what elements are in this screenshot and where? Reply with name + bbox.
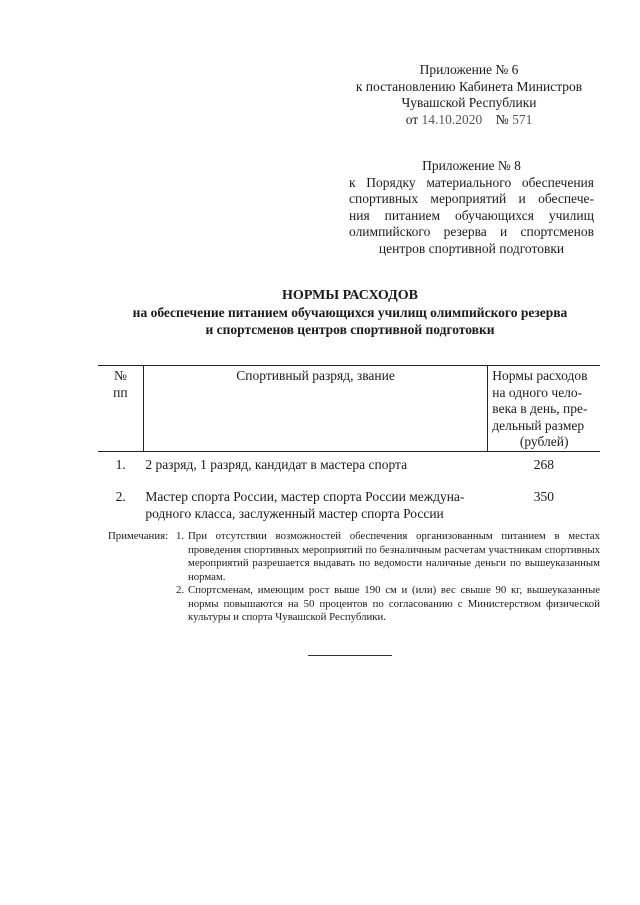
note-item	[108, 584, 600, 625]
table-row	[98, 489, 600, 522]
appendix-current-header	[344, 62, 594, 128]
resolution-date: 14.10.2020	[421, 111, 483, 127]
appendix-original-line: спортивных мероприятий и обеспече-	[349, 191, 594, 206]
header-amount-line: (рублей)	[519, 434, 569, 449]
note-number: 1.	[176, 530, 185, 542]
header-amount-line: на одного чело-	[492, 384, 583, 400]
appendix-original-line: центров спортивной подготовки	[378, 240, 565, 256]
header-number: № пп	[98, 366, 143, 452]
appendix-current-line2: к постановлению Кабинета Министров	[355, 78, 583, 94]
row-amount: 350	[533, 489, 555, 504]
note-number: 2.	[176, 584, 185, 596]
document-title-block	[90, 287, 610, 338]
note-text: При отсутствии возможностей обеспечения организованным питанием в местах проведения спортивных мероприятий по безналичным расчетам участникам спортивных мероприятий разрешается выдавать по ведомости наличные деньги по вышеуказанным нормам.	[188, 530, 600, 583]
number-prefix: №	[495, 111, 509, 127]
row-number: 2.	[115, 489, 126, 504]
appendix-current-title: Приложение № 6	[419, 62, 519, 77]
document-title: НОРМЫ РАСХОДОВ	[282, 288, 418, 303]
appendix-current-date-line	[344, 112, 594, 129]
appendix-original-line: олимпийского резерва и спортсменов	[349, 224, 594, 239]
note-text: Спортсменам, имеющим рост выше 190 см и (или) вес свыше 90 кг, вышеуказанные нормы повышаются на 50 процентов по согласованию с Министерством физической культуры и спорта Чувашской Республики.	[188, 584, 600, 623]
row-category: 2 разряд, 1 разряд, кандидат в мастера спорта	[145, 456, 408, 472]
appendix-original-header	[349, 158, 594, 257]
closing-divider	[308, 655, 392, 656]
header-amount-line: века в день, пре-	[492, 401, 588, 416]
header-amount-line: дельный размер	[492, 417, 585, 433]
notes-label: Примечания:	[108, 530, 169, 542]
row-category: Мастер спорта России, мастер спорта России междуна- родного класса, заслуженный мастер спорта России	[145, 489, 465, 521]
row-amount: 268	[533, 456, 555, 472]
table-row	[98, 451, 600, 489]
note-item	[108, 530, 600, 584]
date-prefix: от	[405, 111, 419, 127]
row-number: 1.	[115, 456, 126, 472]
appendix-original-line: ния питанием обучающихся училищ	[349, 207, 594, 223]
appendix-current-line3: Чувашской Республики	[401, 95, 537, 110]
appendix-original-title: Приложение № 8	[422, 158, 521, 173]
header-amount	[488, 366, 600, 452]
norms-table	[98, 365, 600, 522]
header-amount-line: Нормы расходов	[492, 368, 588, 383]
document-subtitle-line2: и спортсменов центров спортивной подготовки	[205, 321, 495, 337]
notes-section	[108, 530, 600, 625]
header-category: Спортивный разряд, звание	[143, 366, 487, 452]
resolution-number: 571	[512, 111, 533, 127]
document-subtitle-line1: на обеспечение питанием обучающихся училищ олимпийского резерва	[132, 305, 568, 320]
table-header-row	[98, 366, 600, 452]
appendix-original-line: к Порядку материального обеспечения	[349, 174, 594, 190]
